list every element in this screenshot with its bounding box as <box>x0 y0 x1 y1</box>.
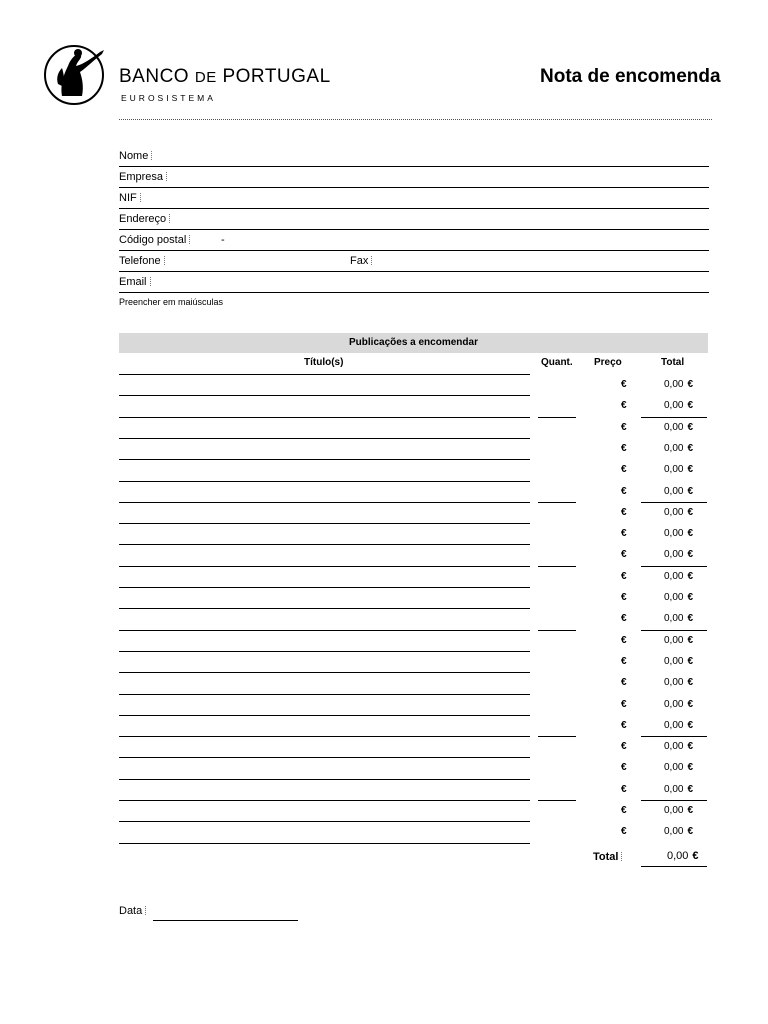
nif-label: NIF <box>119 192 142 204</box>
price-currency: € <box>621 422 627 433</box>
price-currency: € <box>621 720 627 731</box>
row-total-value: 0,00 € <box>664 592 694 603</box>
bank-name: BANCO DE PORTUGAL <box>119 66 331 87</box>
total-underline <box>641 736 707 737</box>
bank-subtitle: EUROSISTEMA <box>121 93 216 103</box>
header-divider <box>119 119 712 120</box>
price-currency: € <box>621 443 627 454</box>
quantity-input-line[interactable] <box>538 566 576 567</box>
row-total-value: 0,00 € <box>664 507 694 518</box>
row-total-value: 0,00 € <box>664 805 694 816</box>
total-underline <box>641 502 707 503</box>
fax-label: Fax <box>350 255 373 267</box>
row-total-value: 0,00 € <box>664 720 694 731</box>
price-currency: € <box>621 826 627 837</box>
row-total-value: 0,00 € <box>664 400 694 411</box>
company-label: Empresa <box>119 171 168 183</box>
row-total-value: 0,00 € <box>664 464 694 475</box>
title-input-line[interactable] <box>119 417 530 418</box>
row-total-value: 0,00 € <box>664 571 694 582</box>
title-input-line[interactable] <box>119 651 530 652</box>
price-currency: € <box>621 656 627 667</box>
column-header-quantity: Quant. <box>541 357 573 368</box>
title-row-line <box>119 374 530 375</box>
title-input-line[interactable] <box>119 544 530 545</box>
title-input-line[interactable] <box>119 800 530 801</box>
section-header: Publicações a encomendar <box>119 333 708 353</box>
title-input-line[interactable] <box>119 502 530 503</box>
total-underline <box>641 566 707 567</box>
row-total-value: 0,00 € <box>664 635 694 646</box>
price-currency: € <box>621 400 627 411</box>
uppercase-note: Preencher em maiúsculas <box>119 297 224 307</box>
grand-total-underline <box>641 866 707 867</box>
row-total-value: 0,00 € <box>664 656 694 667</box>
price-currency: € <box>621 699 627 710</box>
grand-total-value: 0,00 € <box>667 850 699 862</box>
title-input-line[interactable] <box>119 459 530 460</box>
quantity-input-line[interactable] <box>538 417 576 418</box>
nif-field[interactable] <box>119 188 709 209</box>
title-input-line[interactable] <box>119 715 530 716</box>
title-input-line[interactable] <box>119 630 530 631</box>
price-currency: € <box>621 549 627 560</box>
column-header-title: Título(s) <box>304 357 344 368</box>
price-currency: € <box>621 784 627 795</box>
company-field[interactable] <box>119 167 709 188</box>
price-currency: € <box>621 571 627 582</box>
phone-label: Telefone <box>119 255 166 267</box>
date-label: Data <box>119 905 147 917</box>
postal-code-dash: - <box>221 234 225 246</box>
row-total-value: 0,00 € <box>664 826 694 837</box>
price-currency: € <box>621 635 627 646</box>
price-currency: € <box>621 592 627 603</box>
row-total-value: 0,00 € <box>664 486 694 497</box>
title-input-line[interactable] <box>119 821 530 822</box>
total-underline <box>641 630 707 631</box>
price-currency: € <box>621 613 627 624</box>
name-label: Nome <box>119 150 153 162</box>
address-label: Endereço <box>119 213 171 225</box>
postal-code-label: Código postal <box>119 234 191 246</box>
row-total-value: 0,00 € <box>664 784 694 795</box>
title-input-line[interactable] <box>119 587 530 588</box>
price-currency: € <box>621 464 627 475</box>
row-total-value: 0,00 € <box>664 762 694 773</box>
title-input-line[interactable] <box>119 843 530 844</box>
email-label: Email <box>119 276 152 288</box>
price-currency: € <box>621 379 627 390</box>
name-field[interactable] <box>119 146 709 167</box>
quantity-input-line[interactable] <box>538 630 576 631</box>
address-field[interactable] <box>119 209 709 230</box>
price-currency: € <box>621 741 627 752</box>
quantity-input-line[interactable] <box>538 502 576 503</box>
price-currency: € <box>621 762 627 773</box>
phone-fax-field[interactable] <box>119 251 709 272</box>
row-total-value: 0,00 € <box>664 528 694 539</box>
total-underline <box>641 800 707 801</box>
price-currency: € <box>621 805 627 816</box>
email-field[interactable] <box>119 272 709 293</box>
row-total-value: 0,00 € <box>664 549 694 560</box>
title-input-line[interactable] <box>119 694 530 695</box>
row-total-value: 0,00 € <box>664 741 694 752</box>
row-total-value: 0,00 € <box>664 613 694 624</box>
quantity-input-line[interactable] <box>538 800 576 801</box>
postal-code-field[interactable] <box>119 230 709 251</box>
price-currency: € <box>621 677 627 688</box>
column-header-price: Preço <box>594 357 622 368</box>
document-title: Nota de encomenda <box>540 66 721 87</box>
price-currency: € <box>621 507 627 518</box>
quantity-input-line[interactable] <box>538 736 576 737</box>
title-input-line[interactable] <box>119 523 530 524</box>
row-total-value: 0,00 € <box>664 422 694 433</box>
title-input-line[interactable] <box>119 481 530 482</box>
title-input-line[interactable] <box>119 672 530 673</box>
title-input-line[interactable] <box>119 438 530 439</box>
title-input-line[interactable] <box>119 757 530 758</box>
title-input-line[interactable] <box>119 736 530 737</box>
price-currency: € <box>621 528 627 539</box>
row-total-value: 0,00 € <box>664 699 694 710</box>
row-total-value: 0,00 € <box>664 443 694 454</box>
bank-logo <box>44 44 112 106</box>
total-underline <box>641 417 707 418</box>
title-input-line[interactable] <box>119 608 530 609</box>
title-input-line[interactable] <box>119 566 530 567</box>
column-header-total: Total <box>661 357 685 368</box>
grand-total-label: Total <box>593 851 623 863</box>
price-currency: € <box>621 486 627 497</box>
title-input-line[interactable] <box>119 395 530 396</box>
row-total-value: 0,00 € <box>664 379 694 390</box>
row-total-value: 0,00 € <box>664 677 694 688</box>
date-field[interactable] <box>153 920 298 921</box>
title-input-line[interactable] <box>119 779 530 780</box>
